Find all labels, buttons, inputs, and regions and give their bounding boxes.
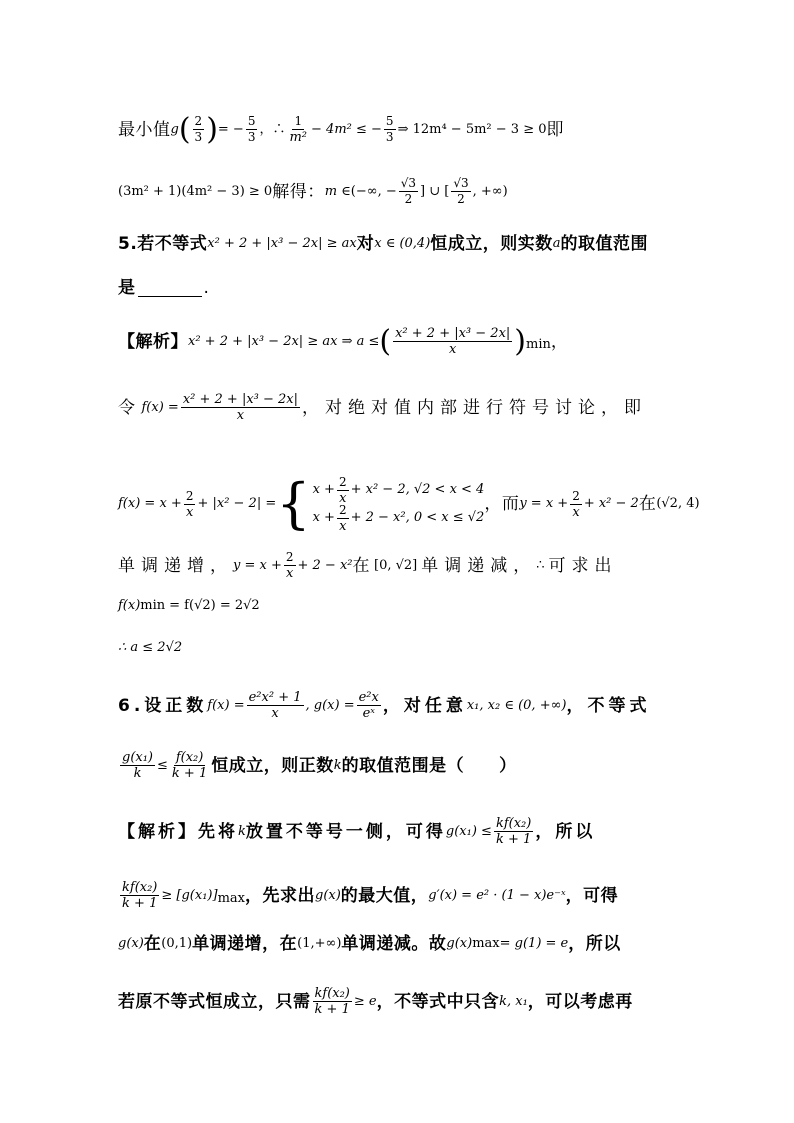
math: ⇒ 12m⁴ − 5m² − 3 ≥ 0 [397, 121, 547, 137]
text: 单调递增， [118, 555, 233, 576]
subscript: max [217, 891, 245, 906]
math: ] ∪ [ [420, 183, 450, 199]
math: (−∞, − [350, 183, 397, 199]
text: 的取值范围是（ ） [341, 755, 517, 776]
math: k, x₁ [499, 993, 528, 1009]
solution-5-fmin [118, 594, 678, 618]
math: g(x) [315, 887, 341, 903]
text: . [203, 278, 210, 298]
text: 单调递增，在 [192, 934, 298, 954]
subscript: min [140, 598, 166, 613]
fraction: $\frac{\text{kf(x₂)}}{k + 1}$ [495, 816, 532, 847]
solution-5-piecewise [118, 472, 700, 535]
math: k [238, 823, 246, 839]
text: ，可以考虑再 [527, 991, 633, 1012]
math: ≤ [157, 757, 168, 773]
math: f(x) = x + [118, 496, 182, 511]
math: m ∈ [324, 183, 351, 199]
math: f(x) = [141, 399, 179, 415]
text: 若原不等式恒成立，只需 [118, 991, 311, 1012]
text: 在 [143, 934, 162, 954]
text: ，可得 [565, 885, 619, 906]
text: 在 [638, 494, 657, 514]
fraction: $\frac{1}{\text{m²}}$ [289, 114, 308, 145]
fraction: $\frac{\text{kf(x₂)}}{k + 1}$ [314, 986, 350, 1017]
question-5 [118, 232, 678, 256]
math: g(x) [118, 936, 144, 951]
text: 在 [352, 555, 370, 576]
text: 的取值范围 [560, 234, 649, 254]
text: 解得： [272, 181, 325, 202]
text: 单调递减， [421, 555, 537, 576]
line-solution-m [118, 176, 678, 207]
text: ，不等式 [566, 695, 651, 716]
math: = g(1) = e [499, 936, 569, 951]
text: ，先求出 [245, 885, 315, 906]
text: ，而 [484, 494, 520, 514]
math: = f(√2) = 2√2 [169, 598, 260, 613]
subscript: min [526, 337, 551, 352]
text: 放置不等号一侧，可得 [245, 821, 446, 842]
solution-label: 【解析】 [118, 331, 188, 352]
math: x ∈ (0,4) [374, 236, 431, 251]
math: y = x + [233, 557, 282, 573]
text: ， [550, 331, 569, 352]
math: g [170, 121, 179, 137]
text: ，对绝对值内部进行符号讨论，即 [302, 397, 648, 418]
math: x² + 2 + |x³ − 2x| ≥ ax [207, 236, 357, 251]
solution-6-line4 [118, 986, 678, 1017]
text: 可求出 [548, 555, 618, 576]
question-5-cont [118, 276, 678, 300]
solution-5-line1 [118, 323, 678, 359]
math: k [333, 757, 342, 773]
fraction: $\frac{√3}{2}$ [453, 176, 469, 206]
solution-5-line2 [118, 392, 678, 423]
question-number: 5.若不等式 [118, 234, 208, 254]
math: f(x) = [207, 697, 245, 713]
text: 单调递减。故 [341, 934, 447, 954]
line-min-value [118, 111, 678, 147]
fraction: $\frac{√3}{2}$ [400, 176, 417, 206]
text: 即 [546, 119, 564, 140]
math: + x² − 2 [583, 496, 639, 511]
fraction: $\frac{2}{x}$ [285, 550, 294, 581]
fraction: $\frac{\text{f(x₂)}}{k + 1}$ [171, 750, 208, 781]
math: a [552, 236, 561, 251]
answer-blank[interactable] [138, 280, 202, 297]
fraction: $\frac{2}{x}$ [185, 488, 194, 520]
fraction: $\frac{\text{g(x₁)}}{k}$ [122, 750, 154, 781]
math: g(x) [446, 936, 473, 951]
solution-5-monotonic [118, 550, 678, 581]
fraction: $\frac{\text{kf(x₂)}}{k + 1}$ [122, 880, 158, 911]
math: f(x) [118, 598, 141, 613]
math: ，∴ [259, 121, 286, 137]
text: 恒成立，则正数 [211, 755, 334, 776]
paren: ( [379, 323, 392, 359]
math: − 4m² ≤ − [311, 121, 382, 137]
fraction: $\frac{5}{3}$ [247, 114, 256, 144]
math: = − [217, 121, 244, 137]
text: 令 [118, 397, 136, 418]
math: , +∞) [472, 183, 508, 199]
solution-6-line2 [118, 880, 678, 911]
solution-label: 【解析】先将 [118, 821, 238, 842]
fraction: $\frac{\text{x² + 2 + |x³ − 2x|}}{x}$ [395, 326, 511, 357]
math: x₁, x₂ ∈ (0, +∞) [466, 697, 567, 713]
question-6-cont [118, 750, 678, 781]
math: x² + 2 + |x³ − 2x| ≥ ax ⇒ a ≤ [188, 333, 380, 349]
fraction: $\frac{\text{e²x}}{\text{eˣ}}$ [358, 690, 379, 721]
piecewise-cases [313, 476, 485, 532]
solution-6-line3 [118, 932, 678, 956]
math: ∴ a ≤ 2√2 [118, 640, 183, 655]
math: + |x² − 2| = [197, 496, 277, 511]
math: g(x₁) ≤ [445, 823, 492, 839]
case-2: x + $\frac{2}{x}$ + 2 − x², 0 < x ≤ √2 [312, 502, 485, 534]
question-6 [118, 690, 678, 721]
math: ≥ e [353, 993, 377, 1009]
text: 恒成立，则实数 [430, 234, 553, 254]
question-number: 6.设正数 [118, 695, 208, 716]
text: ，不等式中只含 [376, 991, 500, 1012]
math: + 2 − x² [297, 557, 353, 573]
brace: { [276, 472, 311, 535]
solution-5-answer [118, 636, 678, 660]
text: ，所以 [568, 934, 621, 954]
math: [0, √2] [374, 557, 418, 573]
math: (√2, 4) [656, 496, 700, 511]
fraction: $\frac{5}{3}$ [385, 114, 394, 144]
text: 是 [118, 278, 136, 298]
math: ∴ [536, 557, 545, 573]
text: ，对任意 [382, 695, 467, 716]
math: (3m² + 1)(4m² − 3) ≥ 0 [118, 183, 273, 199]
text: 对 [356, 234, 375, 254]
fraction: $\frac{\text{e²x² + 1}}{x}$ [248, 690, 302, 721]
case-1: x + $\frac{2}{x}$ + x² − 2, √2 < x < 4 [312, 474, 485, 506]
math: (0,1) [161, 936, 193, 951]
math: , g(x) = [305, 697, 355, 713]
text: 最小值 [118, 119, 171, 140]
fraction: $\frac{\text{x² + 2 + |x³ − 2x|}}{x}$ [182, 392, 299, 423]
math: g′(x) = e² · (1 − x)e⁻ˣ [428, 887, 566, 903]
fraction: $\frac{2}{3}$ [194, 114, 203, 144]
paren: ( [178, 111, 191, 147]
paren: ) [206, 111, 218, 147]
math: ≥ [g(x₁)] [161, 887, 218, 903]
solution-6-line1 [118, 816, 678, 847]
text: 的最大值， [340, 885, 429, 906]
text: ，所以 [535, 821, 596, 842]
math: y = x + [519, 496, 569, 511]
paren: ) [514, 323, 527, 359]
fraction: $\frac{2}{x}$ [572, 488, 580, 520]
math: (1,+∞) [297, 936, 342, 951]
subscript: max [472, 936, 500, 951]
